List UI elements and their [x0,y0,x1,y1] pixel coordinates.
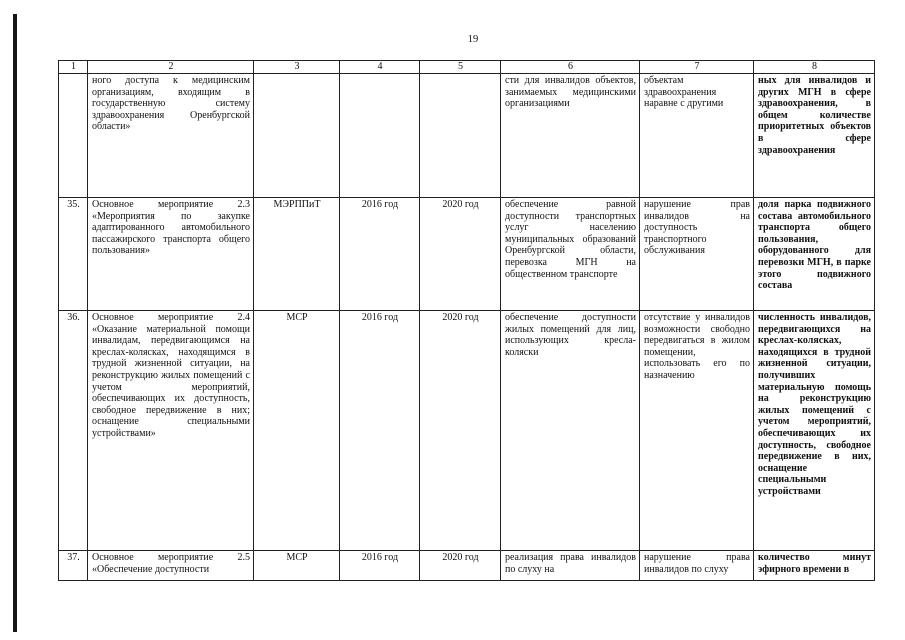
column-number: 8 [754,61,875,74]
column-number: 2 [88,61,254,74]
executor: МСР [254,551,340,581]
executor [254,74,340,198]
measure-name: Основное мероприятие 2.5 «Обеспечение доступности [88,551,254,581]
row-number: 35. [59,198,88,311]
column-number: 4 [340,61,420,74]
column-number: 6 [501,61,640,74]
consequence: нарушение прав инвалидов на доступность транспортного обслуживания [640,198,754,311]
measure-name: Основное мероприятие 2.3 «Мероприятия по закупке адаптированного автомобильного пассажирского транспорта общего пользования» [88,198,254,311]
measure-name: ного доступа к медицинским организациям, входящим в государственную систему здравоохранения Оренбургской области» [88,74,254,198]
start-year: 2016 год [340,551,420,581]
measures-table [58,60,875,581]
column-number: 7 [640,61,754,74]
end-year: 2020 год [420,311,501,551]
table-row [59,311,875,551]
column-number-row [59,61,875,74]
column-number: 5 [420,61,501,74]
row-number [59,74,88,198]
page-number: 19 [467,34,479,45]
table-row [59,198,875,311]
indicator: количество минут эфирного времени в [754,551,875,581]
expected-result: сти для инвалидов объектов, занимаемых медицинскими организациями [501,74,640,198]
consequence: нарушение права инвалидов по слуху [640,551,754,581]
column-number: 1 [59,61,88,74]
start-year [340,74,420,198]
consequence: отсутствие у инвалидов возможности свободно передвигаться в жилом помещении, использовать его по назначению [640,311,754,551]
end-year: 2020 год [420,198,501,311]
expected-result: реализация права инвалидов по слуху на [501,551,640,581]
binding-edge [13,14,17,632]
executor: МСР [254,311,340,551]
measure-name: Основное мероприятие 2.4 «Оказание материальной помощи инвалидам, передвигающимся на креслах-колясках, находящимся в трудной жизненной ситуации, на реконструкцию жилых помещений с учетом мероприятий, обеспечивающих их доступность, свободное передвижение в них; оснащение специальными устройствами» [88,311,254,551]
column-number: 3 [254,61,340,74]
expected-result: обеспечение доступности жилых помещений для лиц, использующих кресла-коляски [501,311,640,551]
row-number: 37. [59,551,88,581]
indicator: ных для инвалидов и других МГН в сфере здравоохранения, в общем количестве приоритетных объектов в сфере здравоохранения [754,74,875,198]
start-year: 2016 год [340,198,420,311]
expected-result: обеспечение равной доступности транспортных услуг населению муниципальных образований Оренбургской области, перевозка МГН на общественном транспорте [501,198,640,311]
table-row [59,551,875,581]
indicator: численность инвалидов, передвигающихся на креслах-колясках, находящихся в трудной жизненной ситуации, получивших материальную помощь на реконструкцию жилых помещений с учетом мероприятий, обеспечивающих их доступность, свободное передвижение в них, оснащение специальными устройствами [754,311,875,551]
indicator: доля парка подвижного состава автомобильного транспорта общего пользования, оборудованного для перевозки МГН, в парке этого подвижного состава [754,198,875,311]
end-year [420,74,501,198]
executor: МЭРППиТ [254,198,340,311]
consequence: объектам здравоохранения наравне с другими [640,74,754,198]
end-year: 2020 год [420,551,501,581]
table-row [59,74,875,198]
row-number: 36. [59,311,88,551]
start-year: 2016 год [340,311,420,551]
